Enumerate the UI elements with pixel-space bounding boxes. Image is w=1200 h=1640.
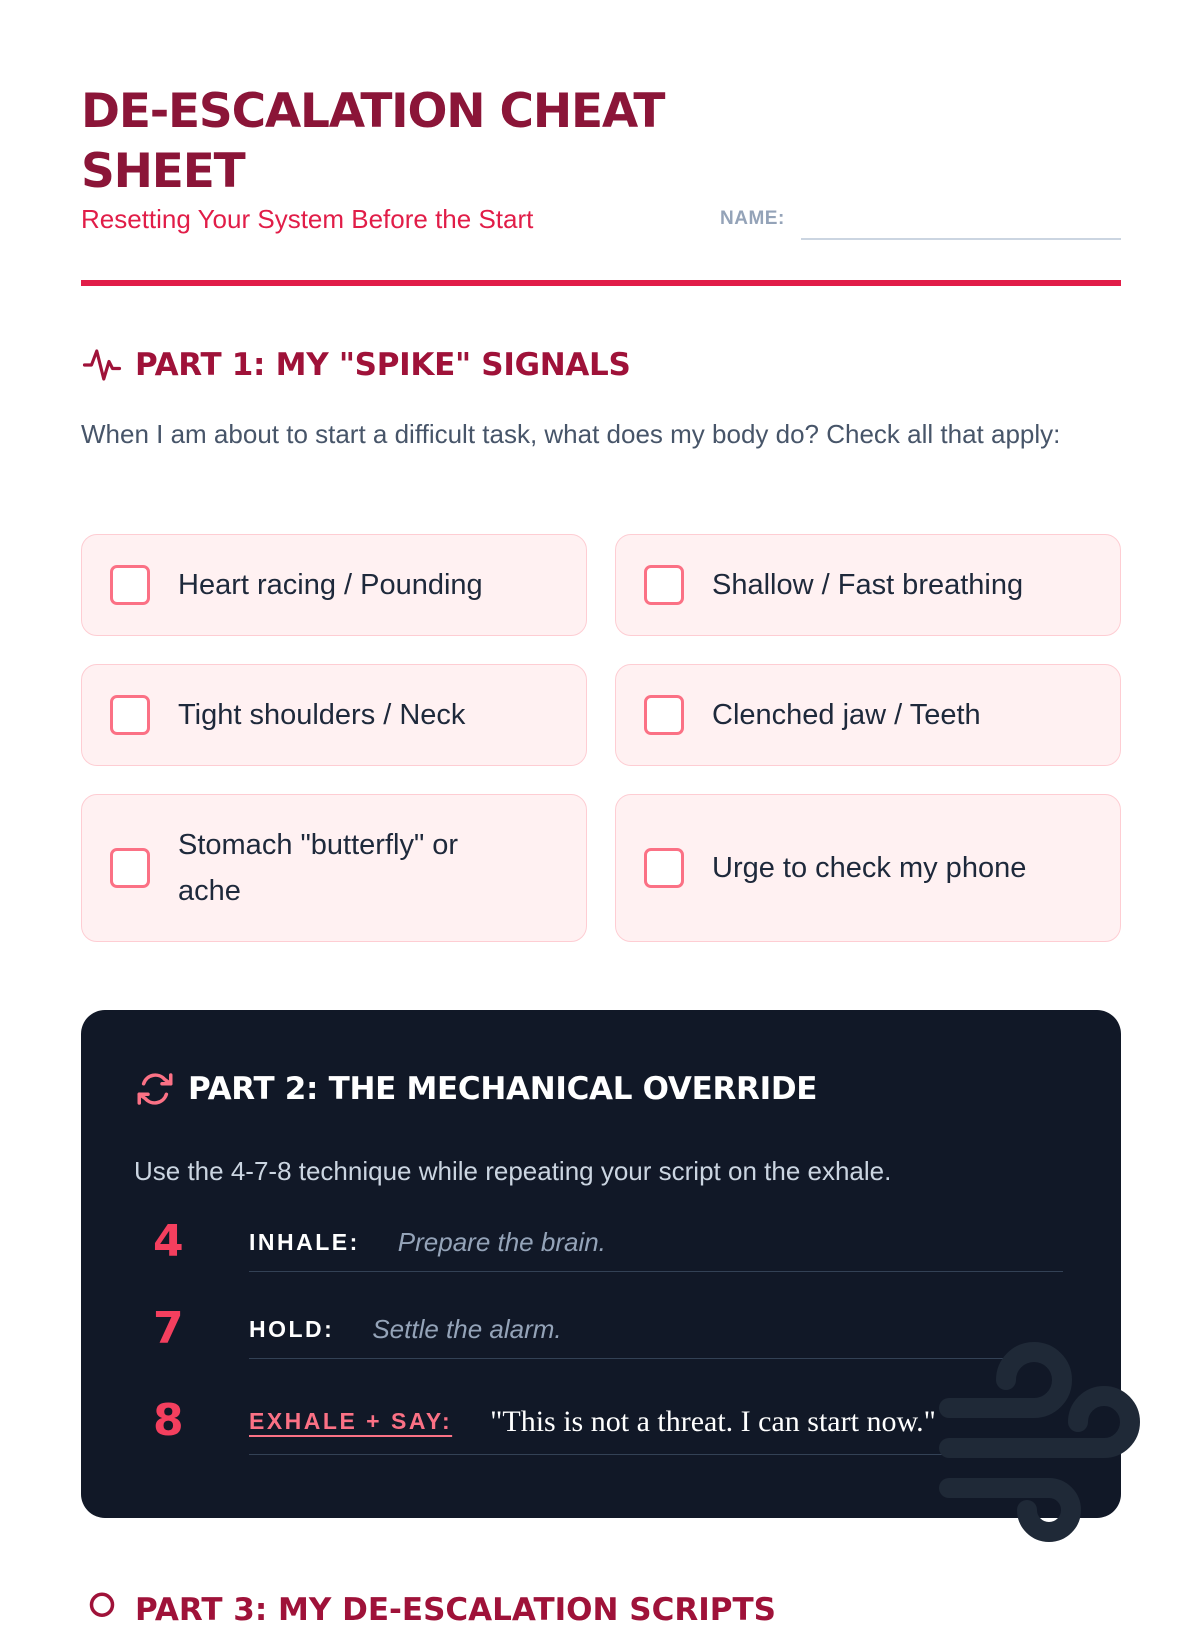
step-text: Prepare the brain. xyxy=(397,1227,606,1257)
part3-heading xyxy=(81,1580,776,1640)
refresh-icon xyxy=(134,1068,176,1110)
signal-card[interactable] xyxy=(615,664,1121,766)
signal-checkbox[interactable] xyxy=(110,565,150,605)
signal-checkbox[interactable] xyxy=(644,565,684,605)
step-label: INHALE: xyxy=(249,1229,360,1255)
signal-label: Tight shoulders / Neck xyxy=(178,699,466,731)
signal-label: Shallow / Fast breathing xyxy=(712,569,1024,601)
signal-card[interactable] xyxy=(81,534,587,636)
breath-step xyxy=(153,1301,1053,1381)
signal-checkbox[interactable] xyxy=(110,848,150,888)
signal-card[interactable] xyxy=(615,794,1121,942)
name-field[interactable] xyxy=(801,238,1121,240)
part2-intro: Use the 4-7-8 technique while repeating your script on the exhale. xyxy=(134,1156,892,1186)
activity-icon xyxy=(81,344,123,386)
page-title: DE-ESCALATION CHEAT SHEET xyxy=(81,84,665,199)
signal-checkbox[interactable] xyxy=(644,848,684,888)
pin-icon xyxy=(81,1589,123,1631)
signal-checkbox[interactable] xyxy=(644,695,684,735)
signal-card[interactable] xyxy=(81,664,587,766)
page-subtitle: Resetting Your System Before the Start xyxy=(81,204,534,234)
signal-label: Urge to check my phone xyxy=(712,852,1027,884)
signals-grid xyxy=(81,534,1121,942)
exhale-script: "This is not a threat. I can start now." xyxy=(490,1404,936,1438)
step-text: Settle the alarm. xyxy=(372,1314,562,1344)
step-label: EXHALE + SAY: xyxy=(249,1408,453,1434)
step-count: 7 xyxy=(153,1303,184,1354)
signal-label: Clenched jaw / Teeth xyxy=(712,699,981,731)
part3-title: PART 3: MY DE-ESCALATION SCRIPTS xyxy=(135,1592,776,1628)
breath-step xyxy=(153,1389,1053,1469)
part2-heading xyxy=(134,1064,817,1114)
signal-card[interactable] xyxy=(81,794,587,942)
wind-icon xyxy=(939,1348,1139,1518)
name-label: NAME: xyxy=(720,208,785,229)
part1-heading xyxy=(81,340,631,390)
signal-label: Stomach "butterfly" or ache xyxy=(178,829,459,907)
part2-title: PART 2: THE MECHANICAL OVERRIDE xyxy=(188,1071,818,1107)
worksheet-page xyxy=(81,0,1121,1628)
step-row xyxy=(249,1214,1063,1272)
signal-card[interactable] xyxy=(615,534,1121,636)
part1-intro: When I am about to start a difficult task, what does my body do? Check all that apply: xyxy=(81,419,1061,449)
step-label: HOLD: xyxy=(249,1316,335,1342)
signal-checkbox[interactable] xyxy=(110,695,150,735)
part1-title: PART 1: MY "SPIKE" SIGNALS xyxy=(135,347,631,383)
signal-label: Heart racing / Pounding xyxy=(178,569,483,601)
step-count: 8 xyxy=(153,1395,184,1446)
header-divider xyxy=(81,280,1121,286)
part2-panel xyxy=(81,1010,1121,1518)
breath-step xyxy=(153,1214,1053,1294)
step-count: 4 xyxy=(153,1216,184,1267)
